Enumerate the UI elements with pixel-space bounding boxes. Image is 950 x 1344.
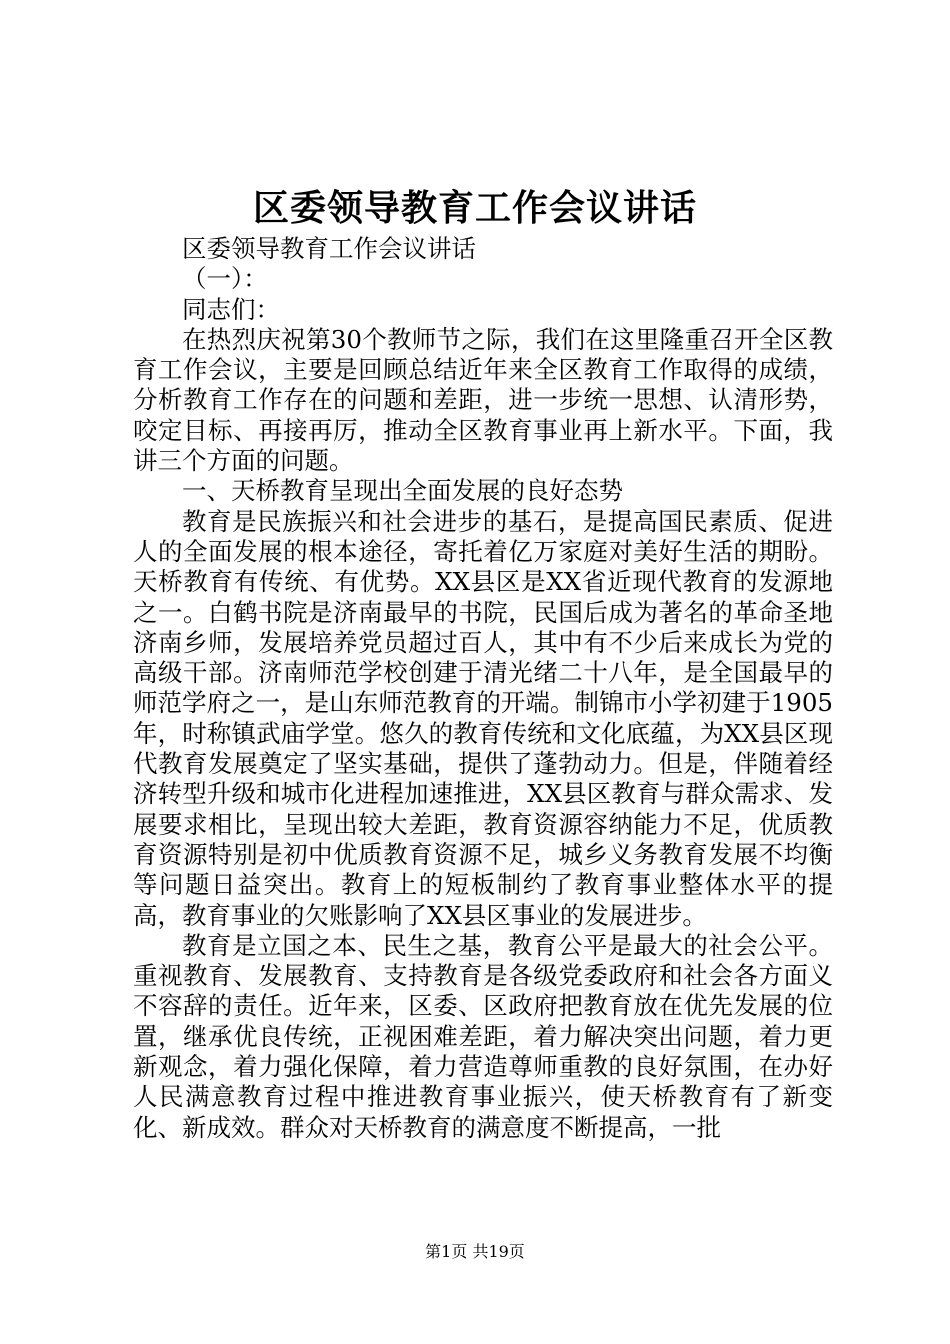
- document-title: 区委领导教育工作会议讲话: [252, 187, 697, 229]
- paragraph-subtitle: 区委领导教育工作会议讲话: [182, 234, 476, 263]
- paragraph-salutation: 同志们：: [182, 294, 280, 324]
- paragraph-history: 教育是民族振兴和社会进步的基石，是提高国民素质、促进人的全面发展的根本途径，寄托着亿万家庭对美好生活的期盼。天桥教育有传统、有优势。XX县区是XX省近现代教育的发源地之一。白鹤书院是济南最早的书院，民国后成为著名的革命圣地济南乡师，发展培养党员超过百人，其中有不少后来成长为党的高级干部。济南师范学校创建于清光绪二十八年，是全国最早的师范学府之一，是山东师范教育的开端。制锦市小学初建于1905年，时称镇武庙学堂。悠久的教育传统和文化底蕴，为XX县区现代教育发展奠定了坚实基础，提供了蓬勃动力。但是，伴随着经济转型升级和城市化进程加速推进，XX县区教育与群众需求、发展要求相比，呈现出较大差距，教育资源容纳能力不足，优质教育资源特别是初中优质教育资源不足，城乡义务教育发展不均衡等问题日益突出。教育上的短板制约了教育事业整体水平的提高，教育事业的欠账影响了XX县区事业的发展进步。: [133, 506, 833, 930]
- paragraph-heading-one: 一、天桥教育呈现出全面发展的良好态势: [182, 476, 623, 506]
- document-body: [133, 234, 833, 1143]
- page-footer: 第1页 共19页: [425, 1242, 525, 1261]
- paragraph-section-number: （一）：: [182, 264, 268, 294]
- paragraph-progress: 教育是立国之本、民生之基，教育公平是最大的社会公平。重视教育、发展教育、支持教育是各级党委政府和社会各方面义不容辞的责任。近年来，区委、区政府把教育放在优先发展的位置，继承优良传统，正视困难差距，着力解决突出问题，着力更新观念，着力强化保障，着力营造尊师重教的良好氛围，在办好人民满意教育过程中推进教育事业振兴，使天桥教育有了新变化、新成效。群众对天桥教育的满意度不断提高，一批: [133, 930, 833, 1142]
- paragraph-intro: 在热烈庆祝第30个教师节之际，我们在这里隆重召开全区教育工作会议，主要是回顾总结近年来全区教育工作取得的成绩，分析教育工作存在的问题和差距，进一步统一思想、认清形势，咬定目标、再接再厉，推动全区教育事业再上新水平。下面，我讲三个方面的问题。: [133, 324, 833, 476]
